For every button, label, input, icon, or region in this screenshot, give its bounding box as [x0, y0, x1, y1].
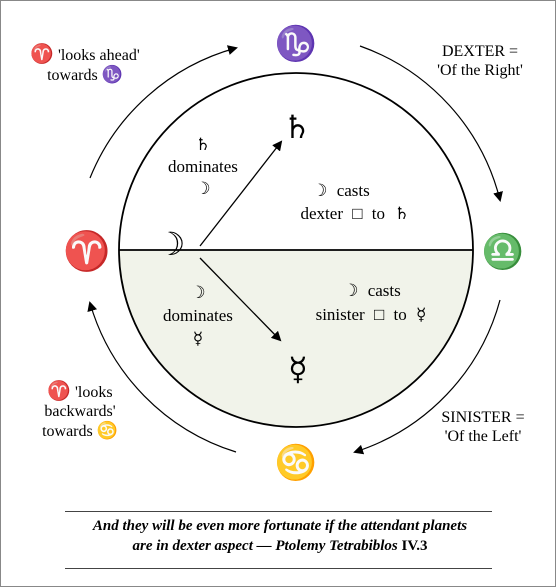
casts-sinister-moon-icon: ☽ [343, 281, 359, 300]
towards-cancer-line [30, 421, 130, 441]
aries-looks-line [30, 382, 130, 402]
sinister-definition-line2: 'Of the Left' [444, 428, 522, 445]
casts-dexter-moon-icon: ☽ [312, 181, 328, 200]
cancer-icon: ♋ [96, 421, 118, 440]
casts-dexter-word: dexter [300, 204, 343, 223]
mercury-planet-icon: ☿ [288, 350, 308, 388]
towards-text: towards [47, 67, 98, 84]
dominates-lower-moon-icon: ☽ [190, 283, 206, 303]
backwards-text: backwards' [44, 403, 116, 420]
corner-note-bottom-left [30, 382, 130, 441]
dominates-lower-label: dominates [163, 306, 233, 325]
corner-note-bottom-right [428, 408, 538, 446]
moon-planet-icon: ☽ [156, 225, 186, 263]
caption-top-rule [65, 511, 492, 512]
dexter-definition-line1: DEXTER = [441, 43, 519, 60]
aries-looks-ahead-line [30, 45, 140, 65]
caption-bottom-rule [65, 568, 492, 569]
towards-capricorn-line [30, 65, 140, 85]
caption-line1: And they will be even more fortunate if the attendant planets [92, 518, 468, 534]
dominates-upper-moon-icon: ☽ [195, 179, 211, 199]
casts-dexter-line1 [312, 181, 370, 200]
casts-dexter-saturn-icon: ♄ [394, 204, 410, 223]
dominates-upper-label: dominates [168, 157, 238, 176]
corner-note-top-left [30, 45, 140, 85]
casts-sinister-to-word: to [393, 305, 407, 324]
caption-book-title: Tetrabiblos [329, 538, 398, 554]
casts-dexter-to-word: to [371, 204, 385, 223]
aries-sign-icon: ♈ [63, 229, 111, 273]
libra-sign-icon: ♎ [481, 232, 525, 272]
looks-text: 'looks [75, 384, 113, 401]
aries-icon: ♈ [47, 381, 72, 402]
cancer-sign-icon: ♋ [274, 443, 318, 483]
dominates-upper-saturn-icon: ♄ [195, 135, 211, 155]
aries-icon: ♈ [30, 44, 54, 65]
caption-book-section: IV.3 [401, 538, 428, 554]
capricorn-icon: ♑ [101, 65, 123, 84]
casts-sinister-casts-word: casts [367, 281, 401, 300]
casts-dexter-line2 [301, 204, 410, 223]
casts-sinister-word: sinister [315, 305, 365, 324]
caption-line2 [50, 538, 510, 555]
corner-note-top-right [425, 42, 535, 80]
square-aspect-icon: □ [373, 305, 385, 324]
looks-ahead-text: 'looks ahead' [57, 47, 140, 64]
dominates-lower-mercury-icon: ☿ [192, 329, 204, 349]
caption-line2-main: are in dexter aspect — Ptolemy [132, 538, 326, 554]
dexter-definition-line2: 'Of the Right' [437, 62, 523, 79]
square-aspect-icon: □ [352, 204, 363, 223]
saturn-planet-icon: ♄ [282, 108, 312, 146]
casts-sinister-mercury-icon: ☿ [415, 305, 427, 324]
casts-dexter-casts-word: casts [336, 181, 370, 200]
sinister-definition-line1: SINISTER = [441, 409, 525, 426]
capricorn-sign-icon: ♑ [274, 24, 318, 64]
casts-sinister-line1 [343, 281, 401, 300]
towards-text: towards [42, 423, 93, 440]
